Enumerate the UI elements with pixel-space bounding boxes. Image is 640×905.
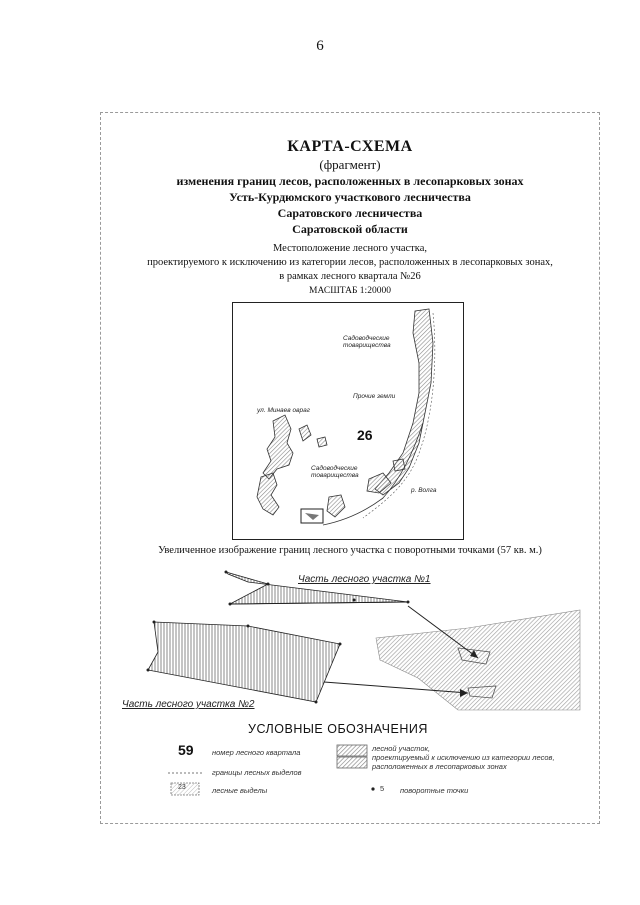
turn-point xyxy=(147,669,150,672)
page-number: 6 xyxy=(316,38,324,54)
legend-title: УСЛОВНЫЕ ОБОЗНАЧЕНИЯ xyxy=(248,722,428,736)
map-label-river: р. Волга xyxy=(411,487,437,494)
forest-fragment-2 xyxy=(257,473,279,515)
context-area xyxy=(376,610,580,710)
description-line-2: проектируемого к исключению из категории лесов, расположенных в лесопарковых зонах, xyxy=(147,257,553,268)
forest-fragment-1 xyxy=(263,415,293,479)
forest-fragment-3 xyxy=(299,425,311,441)
legend-plot-sample: 23 xyxy=(178,784,186,791)
map-title: КАРТА-СХЕМА xyxy=(287,138,413,155)
legend-points-text: поворотные точки xyxy=(400,786,469,795)
part-2-shape xyxy=(148,622,340,702)
quarter-number: 26 xyxy=(357,427,373,443)
legend-boundaries-text: границы лесных выделов xyxy=(212,768,302,777)
part-2-label: Часть лесного участка №2 xyxy=(122,699,255,710)
forest-fragment-4 xyxy=(317,437,327,447)
detail-drawing xyxy=(118,560,588,716)
heading-line-1: изменения границ лесов, расположенных в лесопарковых зонах xyxy=(176,174,524,188)
enlarged-caption: Увеличенное изображение границ лесного участка с поворотными точками (57 кв. м.) xyxy=(158,545,542,556)
turn-point xyxy=(247,625,250,628)
heading-line-2: Усть-Курдюмского участкового лесничества xyxy=(229,190,471,204)
turn-point xyxy=(407,601,410,604)
legend-quarter-sample: 59 xyxy=(178,742,194,758)
forest-fragment-5 xyxy=(327,495,345,517)
legend-boundary-line xyxy=(168,770,204,776)
legend-plots-text: лесные выделы xyxy=(212,786,268,795)
forest-fragment-7 xyxy=(393,459,405,471)
turn-point xyxy=(267,583,270,586)
turn-point xyxy=(229,603,232,606)
scale-label: МАСШТАБ 1:20000 xyxy=(309,286,391,296)
legend-point-icon xyxy=(370,786,376,792)
turn-point xyxy=(339,643,342,646)
location-map xyxy=(232,302,464,540)
turn-point xyxy=(153,621,156,624)
heading-line-4: Саратовской области xyxy=(292,222,408,236)
legend-area-text-3: расположенных в лесопарковых зонах xyxy=(372,762,507,771)
map-subtitle: (фрагмент) xyxy=(319,157,381,172)
turn-point xyxy=(353,599,356,602)
description-line-1: Местоположение лесного участка, xyxy=(272,243,428,254)
map-label-fields: Прочие земли xyxy=(353,393,396,400)
legend-point-sample: 5 xyxy=(380,784,385,793)
map-label-garden-1: Садоводческие товарищества xyxy=(343,335,391,350)
part-1-label: Часть лесного участка №1 xyxy=(298,574,431,585)
legend-area-text-1: лесной участок, xyxy=(372,744,431,753)
heading-line-3: Саратовского лесничества xyxy=(277,206,423,220)
map-label-garden-2: Садоводческие товарищества xyxy=(311,465,359,480)
turn-point xyxy=(225,571,228,574)
description-line-3: в рамках лесного квартала №26 xyxy=(279,271,421,282)
map-label-street: ул. Минаев овраг xyxy=(257,407,310,414)
legend-quarter-text: номер лесного квартала xyxy=(212,748,301,757)
legend-area-icon xyxy=(336,744,368,770)
legend-area-text-2: проектируемый к исключению из категории лесов, xyxy=(372,753,555,762)
turn-point xyxy=(315,701,318,704)
